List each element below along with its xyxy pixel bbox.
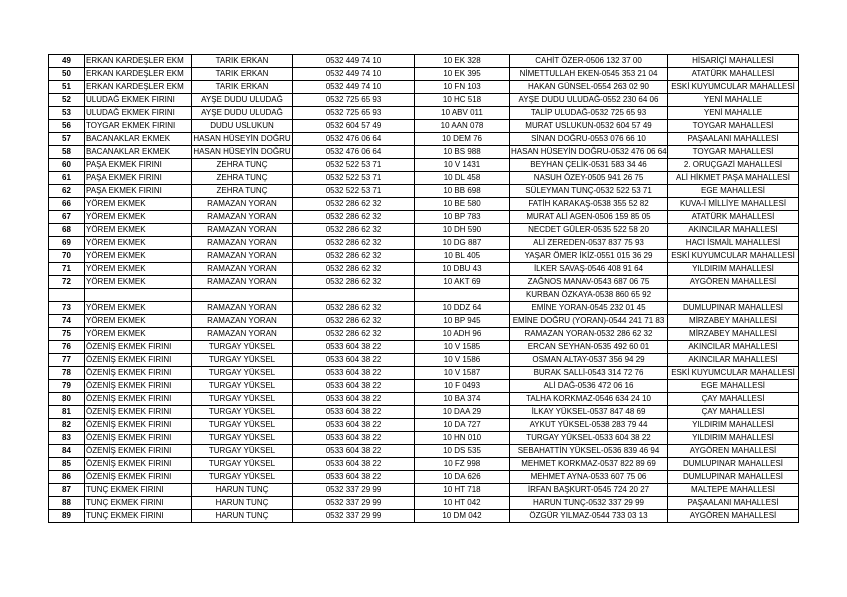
bakery-name-cell: ÖZENİŞ EKMEK FIRINI: [85, 445, 192, 458]
driver-contact-cell: KURBAN ÖZKAYA-0538 860 65 92: [510, 289, 668, 302]
driver-contact-cell: NİMETTULLAH EKEN-0545 353 21 04: [510, 68, 668, 81]
owner-phone-cell: 0533 604 38 22: [293, 432, 415, 445]
vehicle-plate-cell: 10 V 1431: [415, 159, 510, 172]
vehicle-plate-cell: 10 DA 626: [415, 471, 510, 484]
owner-name-cell: RAMAZAN YORAN: [192, 211, 293, 224]
owner-phone-cell: 0532 286 62 32: [293, 198, 415, 211]
vehicle-plate-cell: 10 DAA 29: [415, 406, 510, 419]
driver-contact-cell: HAKAN GÜNSEL-0554 263 02 90: [510, 81, 668, 94]
owner-phone-cell: 0532 286 62 32: [293, 302, 415, 315]
owner-phone-cell: 0532 604 57 49: [293, 120, 415, 133]
bakery-name-cell: ÖZENİŞ EKMEK FIRINI: [85, 354, 192, 367]
row-number-cell: 89: [49, 510, 85, 523]
neighborhood-cell: DUMLUPINAR MAHALLESİ: [668, 471, 799, 484]
owner-phone-cell: 0532 286 62 32: [293, 224, 415, 237]
owner-name-cell: ZEHRA TUNÇ: [192, 185, 293, 198]
vehicle-plate-cell: 10 EK 328: [415, 55, 510, 68]
row-number-cell: 57: [49, 133, 85, 146]
owner-phone-cell: 0532 476 06 64: [293, 133, 415, 146]
owner-phone-cell: 0532 286 62 32: [293, 263, 415, 276]
row-number-cell: [49, 289, 85, 302]
bakery-name-cell: PAŞA EKMEK FIRINI: [85, 172, 192, 185]
driver-contact-cell: HASAN HÜSEYİN DOĞRU-0532 476 06 64: [510, 146, 668, 159]
owner-name-cell: RAMAZAN YORAN: [192, 224, 293, 237]
driver-contact-cell: ZAĞNOS MANAV-0543 687 06 75: [510, 276, 668, 289]
owner-name-cell: RAMAZAN YORAN: [192, 250, 293, 263]
neighborhood-cell: YILDIRIM MAHALLESİ: [668, 419, 799, 432]
table-row: [49, 315, 799, 328]
owner-name-cell: TURGAY YÜKSEL: [192, 471, 293, 484]
driver-contact-cell: MURAT ALİ AGEN-0506 159 85 05: [510, 211, 668, 224]
vehicle-plate-cell: 10 HN 010: [415, 432, 510, 445]
neighborhood-cell: TOYGAR MAHALLESİ: [668, 120, 799, 133]
neighborhood-cell: ESKİ KUYUMCULAR MAHALLESİ: [668, 250, 799, 263]
bakery-name-cell: ÖZENİŞ EKMEK FIRINI: [85, 419, 192, 432]
driver-contact-cell: NASUH ÖZEY-0505 941 26 75: [510, 172, 668, 185]
table-row: [49, 120, 799, 133]
neighborhood-cell: ÇAY MAHALLESİ: [668, 393, 799, 406]
row-number-cell: 75: [49, 328, 85, 341]
row-number-cell: 81: [49, 406, 85, 419]
vehicle-plate-cell: 10 BL 405: [415, 250, 510, 263]
neighborhood-cell: ESKİ KUYUMCULAR MAHALLESİ: [668, 81, 799, 94]
bakery-name-cell: ÖZENİŞ EKMEK FIRINI: [85, 458, 192, 471]
owner-phone-cell: 0532 286 62 32: [293, 315, 415, 328]
driver-contact-cell: BEYHAN ÇELİK-0531 583 34 46: [510, 159, 668, 172]
table-row: [49, 432, 799, 445]
bakery-name-cell: ERKAN KARDEŞLER EKM: [85, 81, 192, 94]
table-row: [49, 172, 799, 185]
row-number-cell: 50: [49, 68, 85, 81]
bakery-name-cell: YÖREM EKMEK: [85, 250, 192, 263]
owner-name-cell: TURGAY YÜKSEL: [192, 445, 293, 458]
bakery-name-cell: ÖZENİŞ EKMEK FIRINI: [85, 367, 192, 380]
owner-phone-cell: 0533 604 38 22: [293, 419, 415, 432]
table-row: [49, 94, 799, 107]
row-number-cell: 82: [49, 419, 85, 432]
owner-phone-cell: 0533 604 38 22: [293, 458, 415, 471]
owner-phone-cell: 0532 286 62 32: [293, 250, 415, 263]
vehicle-plate-cell: 10 HT 718: [415, 484, 510, 497]
bakery-vehicle-table: [48, 54, 799, 523]
driver-contact-cell: ALİ DAĞ-0536 472 06 16: [510, 380, 668, 393]
table-row: [49, 328, 799, 341]
neighborhood-cell: YILDIRIM MAHALLESİ: [668, 432, 799, 445]
owner-name-cell: RAMAZAN YORAN: [192, 302, 293, 315]
neighborhood-cell: YENİ MAHALLE: [668, 107, 799, 120]
table-row: [49, 510, 799, 523]
neighborhood-cell: YILDIRIM MAHALLESİ: [668, 263, 799, 276]
vehicle-plate-cell: 10 HT 042: [415, 497, 510, 510]
driver-contact-cell: EMİNE YORAN-0545 232 01 45: [510, 302, 668, 315]
row-number-cell: 70: [49, 250, 85, 263]
owner-phone-cell: 0532 476 06 64: [293, 146, 415, 159]
bakery-name-cell: YÖREM EKMEK: [85, 211, 192, 224]
row-number-cell: 51: [49, 81, 85, 94]
row-number-cell: 56: [49, 120, 85, 133]
row-number-cell: 87: [49, 484, 85, 497]
owner-phone-cell: 0532 522 53 71: [293, 172, 415, 185]
owner-phone-cell: 0533 604 38 22: [293, 393, 415, 406]
owner-name-cell: TURGAY YÜKSEL: [192, 341, 293, 354]
vehicle-plate-cell: 10 DG 887: [415, 237, 510, 250]
driver-contact-cell: HARUN TUNÇ-0532 337 29 99: [510, 497, 668, 510]
neighborhood-cell: ATATÜRK MAHALLESİ: [668, 68, 799, 81]
table-row: [49, 81, 799, 94]
table-row: [49, 276, 799, 289]
bakery-name-cell: BACANAKLAR EKMEK: [85, 133, 192, 146]
row-number-cell: 62: [49, 185, 85, 198]
driver-contact-cell: ALİ ZEREDEN-0537 837 75 93: [510, 237, 668, 250]
neighborhood-cell: AKINCILAR MAHALLESİ: [668, 354, 799, 367]
table-row: [49, 133, 799, 146]
bakery-name-cell: TUNÇ EKMEK FIRINI: [85, 484, 192, 497]
bakery-name-cell: TOYGAR EKMEK FIRINI: [85, 120, 192, 133]
owner-name-cell: DUDU USLUKUN: [192, 120, 293, 133]
row-number-cell: 77: [49, 354, 85, 367]
owner-name-cell: AYŞE DUDU ULUDAĞ: [192, 107, 293, 120]
neighborhood-cell: AYGÖREN MAHALLESİ: [668, 510, 799, 523]
bakery-name-cell: ÖZENİŞ EKMEK FIRINI: [85, 341, 192, 354]
vehicle-plate-cell: 10 BP 945: [415, 315, 510, 328]
owner-name-cell: TURGAY YÜKSEL: [192, 432, 293, 445]
vehicle-plate-cell: 10 AKT 69: [415, 276, 510, 289]
owner-name-cell: TARIK ERKAN: [192, 55, 293, 68]
neighborhood-cell: HİSARİÇİ MAHALLESİ: [668, 55, 799, 68]
row-number-cell: 69: [49, 237, 85, 250]
bakery-name-cell: PAŞA EKMEK FIRINI: [85, 159, 192, 172]
owner-name-cell: TURGAY YÜKSEL: [192, 406, 293, 419]
owner-name-cell: RAMAZAN YORAN: [192, 237, 293, 250]
bakery-name-cell: ÖZENİŞ EKMEK FIRINI: [85, 380, 192, 393]
bakery-name-cell: TUNÇ EKMEK FIRINI: [85, 510, 192, 523]
neighborhood-cell: 2. ORUÇGAZİ MAHALLESİ: [668, 159, 799, 172]
driver-contact-cell: ERCAN SEYHAN-0535 492 60 01: [510, 341, 668, 354]
owner-name-cell: HASAN HÜSEYİN DOĞRU: [192, 146, 293, 159]
table-row: [49, 458, 799, 471]
owner-phone-cell: 0532 286 62 32: [293, 211, 415, 224]
vehicle-plate-cell: 10 DEM 76: [415, 133, 510, 146]
row-number-cell: 53: [49, 107, 85, 120]
table-row: [49, 289, 799, 302]
table-row: [49, 367, 799, 380]
vehicle-plate-cell: 10 BE 580: [415, 198, 510, 211]
driver-contact-cell: FATİH KARAKAŞ-0538 355 52 82: [510, 198, 668, 211]
driver-contact-cell: SEBAHATTİN YÜKSEL-0536 839 46 94: [510, 445, 668, 458]
table-row: [49, 341, 799, 354]
vehicle-plate-cell: 10 DBU 43: [415, 263, 510, 276]
neighborhood-cell: HACI İSMAİL MAHALLESİ: [668, 237, 799, 250]
row-number-cell: 85: [49, 458, 85, 471]
row-number-cell: 88: [49, 497, 85, 510]
neighborhood-cell: KUVA-İ MİLLİYE MAHALLESİ: [668, 198, 799, 211]
vehicle-plate-cell: 10 F 0493: [415, 380, 510, 393]
owner-name-cell: HARUN TUNÇ: [192, 510, 293, 523]
row-number-cell: 80: [49, 393, 85, 406]
vehicle-plate-cell: 10 ADH 96: [415, 328, 510, 341]
row-number-cell: 76: [49, 341, 85, 354]
neighborhood-cell: ATATÜRK MAHALLESİ: [668, 211, 799, 224]
table-row: [49, 406, 799, 419]
row-number-cell: 71: [49, 263, 85, 276]
row-number-cell: 72: [49, 276, 85, 289]
owner-phone-cell: 0533 604 38 22: [293, 380, 415, 393]
bakery-name-cell: ULUDAĞ EKMEK FIRINI: [85, 107, 192, 120]
owner-name-cell: TARIK ERKAN: [192, 81, 293, 94]
table-row: [49, 146, 799, 159]
neighborhood-cell: DUMLUPINAR MAHALLESİ: [668, 458, 799, 471]
neighborhood-cell: MİRZABEY MAHALLESİ: [668, 328, 799, 341]
table-row: [49, 263, 799, 276]
owner-phone-cell: 0532 725 65 93: [293, 94, 415, 107]
table-row: [49, 185, 799, 198]
bakery-name-cell: ULUDAĞ EKMEK FIRINI: [85, 94, 192, 107]
vehicle-plate-cell: 10 DDZ 64: [415, 302, 510, 315]
neighborhood-cell: AKINCILAR MAHALLESİ: [668, 341, 799, 354]
owner-phone-cell: 0532 337 29 99: [293, 497, 415, 510]
row-number-cell: 67: [49, 211, 85, 224]
owner-name-cell: ZEHRA TUNÇ: [192, 159, 293, 172]
row-number-cell: 66: [49, 198, 85, 211]
vehicle-plate-cell: 10 V 1587: [415, 367, 510, 380]
table-row: [49, 484, 799, 497]
owner-name-cell: AYŞE DUDU ULUDAĞ: [192, 94, 293, 107]
bakery-name-cell: BACANAKLAR EKMEK: [85, 146, 192, 159]
bakery-name-cell: ÖZENİŞ EKMEK FIRINI: [85, 393, 192, 406]
driver-contact-cell: RAMAZAN YORAN-0532 286 62 32: [510, 328, 668, 341]
owner-phone-cell: 0532 337 29 99: [293, 484, 415, 497]
owner-name-cell: RAMAZAN YORAN: [192, 328, 293, 341]
neighborhood-cell: AYGÖREN MAHALLESİ: [668, 445, 799, 458]
neighborhood-cell: PAŞAALANI MAHALLESİ: [668, 497, 799, 510]
table-row: [49, 224, 799, 237]
neighborhood-cell: YENİ MAHALLE: [668, 94, 799, 107]
vehicle-plate-cell: 10 V 1586: [415, 354, 510, 367]
owner-phone-cell: 0532 286 62 32: [293, 237, 415, 250]
owner-name-cell: TURGAY YÜKSEL: [192, 419, 293, 432]
neighborhood-cell: AYGÖREN MAHALLESİ: [668, 276, 799, 289]
bakery-name-cell: YÖREM EKMEK: [85, 224, 192, 237]
vehicle-plate-cell: 10 DA 727: [415, 419, 510, 432]
owner-name-cell: RAMAZAN YORAN: [192, 263, 293, 276]
vehicle-plate-cell: 10 ABV 011: [415, 107, 510, 120]
driver-contact-cell: OSMAN ALTAY-0537 356 94 29: [510, 354, 668, 367]
owner-phone-cell: 0532 725 65 93: [293, 107, 415, 120]
vehicle-plate-cell: 10 FN 103: [415, 81, 510, 94]
vehicle-plate-cell: 10 DS 535: [415, 445, 510, 458]
owner-name-cell: TURGAY YÜKSEL: [192, 354, 293, 367]
vehicle-plate-cell: 10 BB 698: [415, 185, 510, 198]
owner-phone-cell: 0533 604 38 22: [293, 354, 415, 367]
vehicle-plate-cell: 10 AAN 078: [415, 120, 510, 133]
bakery-name-cell: YÖREM EKMEK: [85, 237, 192, 250]
table-row: [49, 68, 799, 81]
row-number-cell: 68: [49, 224, 85, 237]
owner-name-cell: TURGAY YÜKSEL: [192, 393, 293, 406]
table-row: [49, 159, 799, 172]
bakery-name-cell: YÖREM EKMEK: [85, 302, 192, 315]
owner-phone-cell: 0532 522 53 71: [293, 159, 415, 172]
owner-phone-cell: 0533 604 38 22: [293, 471, 415, 484]
driver-contact-cell: NECDET GÜLER-0535 522 58 20: [510, 224, 668, 237]
table-row: [49, 211, 799, 224]
table-row: [49, 471, 799, 484]
vehicle-plate-cell: 10 DH 590: [415, 224, 510, 237]
bakery-name-cell: YÖREM EKMEK: [85, 198, 192, 211]
owner-name-cell: TURGAY YÜKSEL: [192, 458, 293, 471]
neighborhood-cell: TOYGAR MAHALLESİ: [668, 146, 799, 159]
table-row: [49, 497, 799, 510]
bakery-name-cell: PAŞA EKMEK FIRINI: [85, 185, 192, 198]
table-row: [49, 107, 799, 120]
vehicle-plate-cell: 10 BP 783: [415, 211, 510, 224]
table-row: [49, 419, 799, 432]
neighborhood-cell: MALTEPE MAHALLESİ: [668, 484, 799, 497]
owner-name-cell: TURGAY YÜKSEL: [192, 380, 293, 393]
row-number-cell: 61: [49, 172, 85, 185]
neighborhood-cell: ALİ HİKMET PAŞA MAHALLESİ: [668, 172, 799, 185]
vehicle-plate-cell: 10 BA 374: [415, 393, 510, 406]
row-number-cell: 74: [49, 315, 85, 328]
bakery-name-cell: ÖZENİŞ EKMEK FIRINI: [85, 471, 192, 484]
bakery-name-cell: ERKAN KARDEŞLER EKM: [85, 68, 192, 81]
vehicle-plate-cell: 10 V 1585: [415, 341, 510, 354]
owner-name-cell: HARUN TUNÇ: [192, 497, 293, 510]
driver-contact-cell: TALİP ULUDAĞ-0532 725 65 93: [510, 107, 668, 120]
table-row: [49, 302, 799, 315]
bakery-name-cell: ÖZENİŞ EKMEK FIRINI: [85, 432, 192, 445]
owner-name-cell: HASAN HÜSEYİN DOĞRU: [192, 133, 293, 146]
driver-contact-cell: MEHMET KORKMAZ-0537 822 89 69: [510, 458, 668, 471]
driver-contact-cell: AYŞE DUDU ULUDAĞ-0552 230 64 06: [510, 94, 668, 107]
owner-phone-cell: 0533 604 38 22: [293, 445, 415, 458]
bakery-name-cell: TUNÇ EKMEK FIRINI: [85, 497, 192, 510]
owner-phone-cell: 0533 604 38 22: [293, 367, 415, 380]
owner-phone-cell: 0532 286 62 32: [293, 276, 415, 289]
driver-contact-cell: BURAK SALLİ-0543 314 72 76: [510, 367, 668, 380]
bakery-name-cell: YÖREM EKMEK: [85, 276, 192, 289]
neighborhood-cell: PAŞAALANI MAHALLESİ: [668, 133, 799, 146]
bakery-name-cell: ÖZENİŞ EKMEK FIRINI: [85, 406, 192, 419]
driver-contact-cell: TALHA KORKMAZ-0546 634 24 10: [510, 393, 668, 406]
row-number-cell: 83: [49, 432, 85, 445]
owner-phone-cell: 0533 604 38 22: [293, 406, 415, 419]
owner-phone-cell: 0532 286 62 32: [293, 328, 415, 341]
neighborhood-cell: [668, 289, 799, 302]
owner-name-cell: [192, 289, 293, 302]
driver-contact-cell: AYKUT YÜKSEL-0538 283 79 44: [510, 419, 668, 432]
table-row: [49, 445, 799, 458]
row-number-cell: 49: [49, 55, 85, 68]
driver-contact-cell: SÜLEYMAN TUNÇ-0532 522 53 71: [510, 185, 668, 198]
driver-contact-cell: İRFAN BAŞKURT-0545 724 20 27: [510, 484, 668, 497]
row-number-cell: 86: [49, 471, 85, 484]
vehicle-plate-cell: [415, 289, 510, 302]
table-row: [49, 354, 799, 367]
table-row: [49, 393, 799, 406]
driver-contact-cell: ÖZGÜR YILMAZ-0544 733 03 13: [510, 510, 668, 523]
row-number-cell: 58: [49, 146, 85, 159]
bakery-name-cell: YÖREM EKMEK: [85, 315, 192, 328]
owner-phone-cell: 0532 449 74 10: [293, 68, 415, 81]
row-number-cell: 60: [49, 159, 85, 172]
driver-contact-cell: CAHİT ÖZER-0506 132 37 00: [510, 55, 668, 68]
driver-contact-cell: YAŞAR ÖMER İKİZ-0551 015 36 29: [510, 250, 668, 263]
driver-contact-cell: SİNAN DOĞRU-0553 076 66 10: [510, 133, 668, 146]
row-number-cell: 84: [49, 445, 85, 458]
driver-contact-cell: İLKAY YÜKSEL-0537 847 48 69: [510, 406, 668, 419]
row-number-cell: 79: [49, 380, 85, 393]
driver-contact-cell: MURAT USLUKUN-0532 604 57 49: [510, 120, 668, 133]
owner-phone-cell: [293, 289, 415, 302]
bakery-name-cell: [85, 289, 192, 302]
vehicle-plate-cell: 10 DM 042: [415, 510, 510, 523]
row-number-cell: 78: [49, 367, 85, 380]
table-row: [49, 250, 799, 263]
vehicle-plate-cell: 10 DL 458: [415, 172, 510, 185]
row-number-cell: 52: [49, 94, 85, 107]
owner-name-cell: TARIK ERKAN: [192, 68, 293, 81]
owner-name-cell: HARUN TUNÇ: [192, 484, 293, 497]
owner-name-cell: RAMAZAN YORAN: [192, 198, 293, 211]
row-number-cell: 73: [49, 302, 85, 315]
neighborhood-cell: DUMLUPINAR MAHALLESİ: [668, 302, 799, 315]
neighborhood-cell: EGE MAHALLESİ: [668, 380, 799, 393]
neighborhood-cell: ESKİ KUYUMCULAR MAHALLESİ: [668, 367, 799, 380]
bakery-name-cell: ERKAN KARDEŞLER EKM: [85, 55, 192, 68]
neighborhood-cell: EGE MAHALLESİ: [668, 185, 799, 198]
vehicle-plate-cell: 10 HC 518: [415, 94, 510, 107]
table-row: [49, 237, 799, 250]
driver-contact-cell: İLKER SAVAŞ-0546 408 91 64: [510, 263, 668, 276]
table-row: [49, 55, 799, 68]
vehicle-plate-cell: 10 EK 395: [415, 68, 510, 81]
driver-contact-cell: MEHMET AYNA-0533 607 75 06: [510, 471, 668, 484]
owner-phone-cell: 0533 604 38 22: [293, 341, 415, 354]
driver-contact-cell: EMİNE DOĞRU (YORAN)-0544 241 71 83: [510, 315, 668, 328]
neighborhood-cell: ÇAY MAHALLESİ: [668, 406, 799, 419]
table-row: [49, 198, 799, 211]
owner-name-cell: RAMAZAN YORAN: [192, 276, 293, 289]
owner-name-cell: TURGAY YÜKSEL: [192, 367, 293, 380]
owner-name-cell: RAMAZAN YORAN: [192, 315, 293, 328]
driver-contact-cell: TURGAY YÜKSEL-0533 604 38 22: [510, 432, 668, 445]
owner-phone-cell: 0532 522 53 71: [293, 185, 415, 198]
bakery-name-cell: YÖREM EKMEK: [85, 263, 192, 276]
table-row: [49, 380, 799, 393]
owner-phone-cell: 0532 449 74 10: [293, 81, 415, 94]
owner-phone-cell: 0532 337 29 99: [293, 510, 415, 523]
bakery-name-cell: YÖREM EKMEK: [85, 328, 192, 341]
owner-phone-cell: 0532 449 74 10: [293, 55, 415, 68]
owner-name-cell: ZEHRA TUNÇ: [192, 172, 293, 185]
vehicle-plate-cell: 10 FZ 998: [415, 458, 510, 471]
neighborhood-cell: AKINCILAR MAHALLESİ: [668, 224, 799, 237]
neighborhood-cell: MİRZABEY MAHALLESİ: [668, 315, 799, 328]
vehicle-plate-cell: 10 BS 988: [415, 146, 510, 159]
